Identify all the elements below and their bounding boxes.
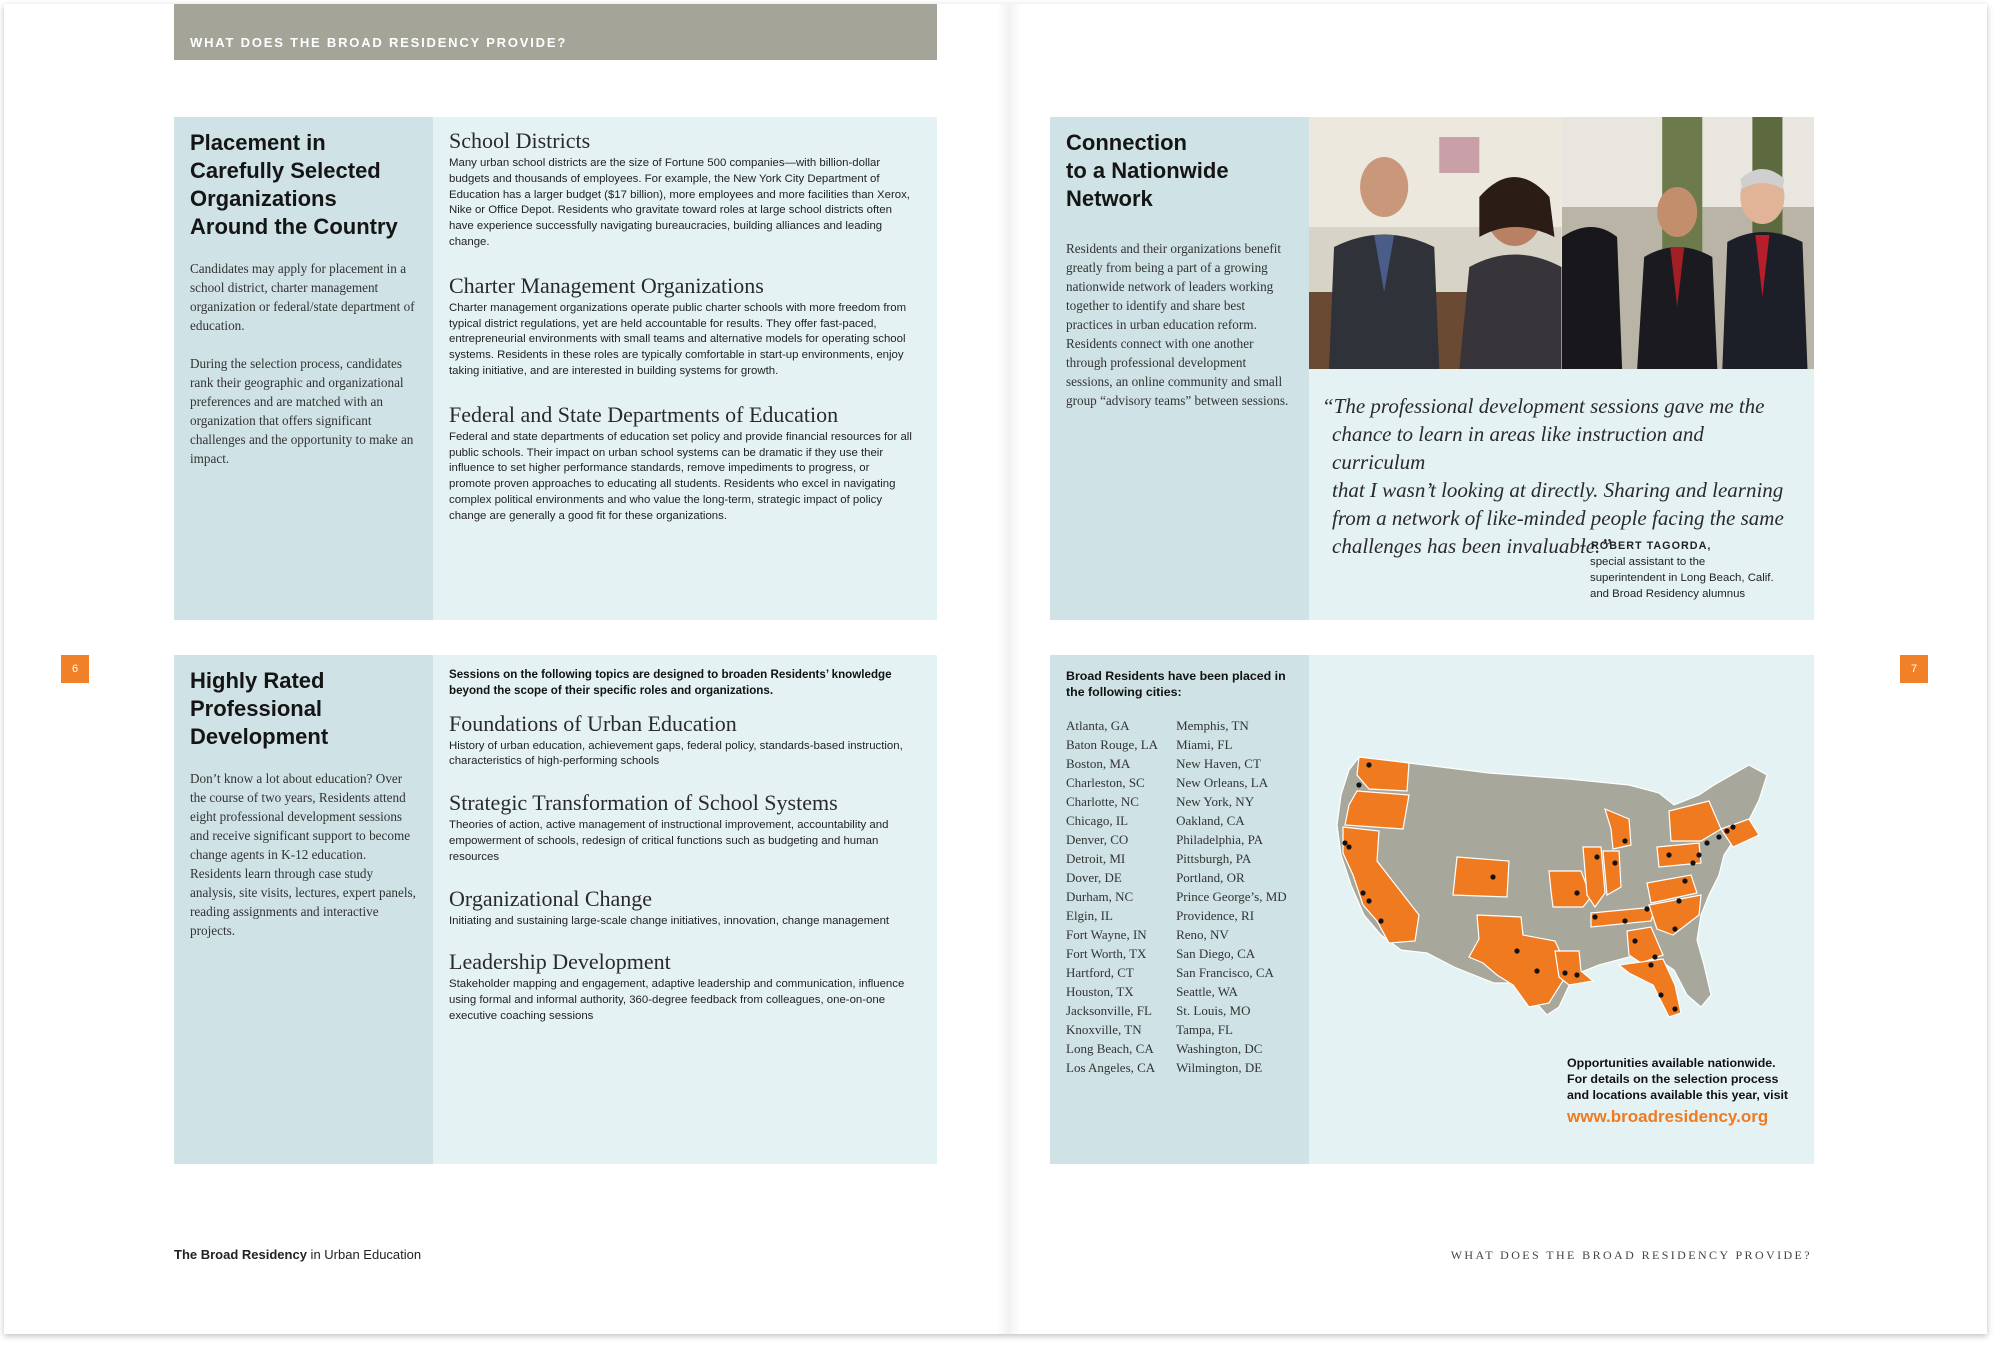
city-marker (1612, 860, 1617, 865)
city-item: Seattle, WA (1176, 984, 1238, 999)
city-marker (1704, 840, 1709, 845)
development-sidebar (174, 655, 433, 1164)
title-line: Professional (190, 696, 323, 721)
city-marker (1658, 992, 1663, 997)
city-item: Elgin, IL (1066, 908, 1113, 923)
city-marker (1356, 782, 1361, 787)
sessions-intro: Sessions on the following topics are designed to broaden Residents’ knowledge beyond the scope of their specific roles and organizations. (449, 668, 892, 697)
attribution-line: and Broad Residency alumnus (1590, 588, 1746, 600)
city-item: Oakland, CA (1176, 813, 1245, 828)
city-item: Washington, DC (1176, 1041, 1263, 1056)
page-gutter (997, 4, 1021, 1334)
placement-sidebar (174, 117, 433, 620)
city-marker (1574, 890, 1579, 895)
city-item: Atlanta, GA (1066, 718, 1130, 733)
network-panel (1050, 117, 1814, 620)
city-marker (1644, 906, 1649, 911)
placement-title (190, 129, 417, 241)
city-item: Charleston, SC (1066, 775, 1145, 790)
city-marker (1648, 962, 1653, 967)
city-marker (1676, 898, 1681, 903)
title-line: Carefully Selected (190, 158, 381, 183)
section-body: Many urban school districts are the size of Fortune 500 companies—with billion-dollar budgets and thousands of employees. For example, the New York City Department of Education has a larger budget ($17 billion), more employees and more facilities than Xerox, Nike or Office Depot. Residents who gravitate toward roles at large school districts often have experience successfully navigating bureaucracies, building alliances and leading change. (449, 157, 910, 248)
city-item: New Haven, CT (1176, 756, 1261, 771)
city-item: Tampa, FL (1176, 1022, 1233, 1037)
section-school-districts (449, 128, 914, 251)
section-charter-management (449, 273, 914, 380)
city-item: Charlotte, NC (1066, 794, 1139, 809)
city-item: Houston, TX (1066, 984, 1134, 999)
quote-line: chance to learn in areas like instruction and curriculum (1332, 422, 1704, 474)
section-body: Stakeholder mapping and engagement, adaptive leadership and communication, influence using formal and informal authority, 360-degree feedback from colleagues, one-on-one executive coaching sessions (449, 978, 905, 1022)
city-marker (1690, 860, 1695, 865)
section-title: Charter Management Organizations (449, 272, 764, 298)
city-item: New York, NY (1176, 794, 1255, 809)
city-marker (1652, 954, 1657, 959)
city-marker (1562, 970, 1567, 975)
city-item: Los Angeles, CA (1066, 1060, 1156, 1075)
title-line: Placement in (190, 130, 326, 155)
city-marker (1666, 852, 1671, 857)
photo-group (1562, 117, 1815, 369)
footer-left (174, 1247, 421, 1262)
city-item: Boston, MA (1066, 756, 1131, 771)
quote-attribution (1580, 538, 1810, 602)
attribution-name: – ROBERT TAGORDA, (1580, 540, 1712, 552)
city-marker (1342, 840, 1347, 845)
section-header (174, 4, 937, 60)
development-title (190, 667, 417, 751)
city-marker (1490, 874, 1495, 879)
quote-line: challenges has been invaluable.” (1332, 534, 1612, 558)
city-item: Knoxville, TN (1066, 1022, 1142, 1037)
section-body: History of urban education, achievement gaps, federal policy, standards-based instruction, characteristics of high-performing schools (449, 739, 903, 768)
state-oregon (1345, 791, 1409, 829)
city-marker (1534, 968, 1539, 973)
section-title: Foundations of Urban Education (449, 710, 737, 736)
quote-line: that I wasn’t looking at directly. Sharing and learning (1332, 478, 1784, 502)
cta-line: For details on the selection process (1567, 1072, 1779, 1086)
title-line: Around the Country (190, 214, 398, 239)
section-header-text: WHAT DOES THE BROAD RESIDENCY PROVIDE? (190, 35, 568, 50)
city-item: Chicago, IL (1066, 813, 1129, 828)
section-title: School Districts (449, 128, 591, 153)
page-number-right: 7 (1900, 655, 1928, 683)
section-federal-state (449, 402, 914, 525)
section-body: Federal and state departments of education set policy and provide financial resources for all public schools. Their impact on urban school systems can be dramatic if they use their influence to set higher performance standards, remove impediments to progress, or promote proven approaches to educating all students. Residents who excel in navigating complex political environments and who value the long-term, strategic impact of policy change are generally a good fit for these organizations. (449, 430, 912, 522)
section-organizational-change (449, 886, 919, 930)
city-item: Memphis, TN (1176, 718, 1249, 733)
cities-panel (1050, 655, 1814, 1164)
city-item: Baton Rouge, LA (1066, 737, 1159, 752)
page-number-left: 6 (61, 655, 89, 683)
title-line: Organizations (190, 186, 337, 211)
footer-brand: The Broad Residency (174, 1247, 307, 1262)
paragraph: Residents and their organizations benefit greatly from being a part of a growing nationwide network of leaders working together to identify and share best practices in urban education reform. Residents connect with one another through professional development sessions, an online community and small group “advisory teams” between sessions. (1066, 241, 1289, 408)
city-item: San Francisco, CA (1176, 965, 1274, 980)
website-link[interactable]: www.broadresidency.org (1567, 1107, 1769, 1126)
city-item: Hartford, CT (1066, 965, 1134, 980)
section-body: Theories of action, active management of instructional improvement, accountability and empowerment of schools, redesign of critical functions such as budgeting and human resources (449, 819, 889, 863)
city-item: Detroit, MI (1066, 851, 1126, 866)
city-marker (1672, 1006, 1677, 1011)
city-marker (1592, 914, 1597, 919)
city-item: Providence, RI (1176, 908, 1255, 923)
development-main (433, 655, 937, 1164)
city-marker (1514, 948, 1519, 953)
city-item: Denver, CO (1066, 832, 1129, 847)
cta-line: and locations available this year, visit (1567, 1088, 1789, 1102)
pull-quote (1322, 392, 1792, 560)
paragraph: Don’t know a lot about education? Over the course of two years, Residents attend eight professional development sessions and receive significant support to become change agents in K-12 education. Residents learn through case study analysis, site visits, lectures, expert panels, reading assignments and interactive projects. (190, 771, 416, 938)
city-item: New Orleans, LA (1176, 775, 1269, 790)
title-line: Connection (1066, 130, 1187, 155)
city-marker (1672, 926, 1677, 931)
city-marker (1682, 878, 1687, 883)
city-column-2 (1176, 716, 1287, 1077)
section-body: Charter management organizations operate public charter schools with more freedom from typical district regulations, yet are held accountable for results. They offer fast-paced, entrepreneurial environments with small teams and alternative models for operating school systems. Residents in these roles are typically comfortable in start-up environments, enjoy taking initiative, and are interested in building systems for growth. (449, 301, 907, 377)
network-title (1066, 129, 1293, 213)
section-strategic-transformation (449, 790, 909, 865)
footer-right: WHAT DOES THE BROAD RESIDENCY PROVIDE? (1450, 1248, 1812, 1262)
paragraph: Candidates may apply for placement in a school district, charter management organization or federal/state department of education. (190, 261, 415, 333)
section-leadership (449, 949, 909, 1024)
city-item: Durham, NC (1066, 889, 1134, 904)
city-item: Wilmington, DE (1176, 1060, 1263, 1075)
photo-meeting (1309, 117, 1562, 369)
city-column-1 (1066, 716, 1158, 1077)
placement-text (190, 259, 417, 468)
city-item: St. Louis, MO (1176, 1003, 1251, 1018)
city-item: Reno, NV (1176, 927, 1229, 942)
city-marker (1716, 834, 1721, 839)
placement-main (433, 117, 937, 620)
state-colorado (1453, 857, 1509, 897)
cta-line: Opportunities available nationwide. (1567, 1056, 1776, 1070)
footer-subtitle: in Urban Education (306, 1247, 422, 1262)
city-marker (1724, 828, 1729, 833)
city-item: Prince George’s, MD (1176, 889, 1287, 904)
city-item: Pittsburgh, PA (1176, 851, 1252, 866)
network-text (1066, 239, 1293, 410)
city-marker (1696, 852, 1701, 857)
city-item: Jacksonville, FL (1066, 1003, 1152, 1018)
city-item: San Diego, CA (1176, 946, 1256, 961)
section-title: Organizational Change (449, 885, 653, 911)
development-text (190, 769, 417, 940)
section-title: Federal and State Departments of Education (449, 401, 839, 427)
title-line: Highly Rated (190, 668, 325, 693)
attribution-line: superintendent in Long Beach, Calif. (1590, 572, 1774, 584)
paragraph: During the selection process, candidates rank their geographic and organizational preferences and are matched with an organization that offers significant challenges and the opportunity to make an impact. (190, 356, 414, 466)
quote-line: “The professional development sessions gave me the (1322, 394, 1765, 418)
placement-panel (174, 117, 937, 620)
cities-sidebar (1050, 655, 1309, 1164)
us-map (1329, 745, 1789, 1035)
city-marker (1622, 838, 1627, 843)
city-marker (1730, 824, 1735, 829)
city-marker (1366, 898, 1371, 903)
city-marker (1574, 972, 1579, 977)
city-list (1066, 716, 1293, 1077)
city-item: Fort Worth, TX (1066, 946, 1147, 961)
city-marker (1360, 890, 1365, 895)
city-item: Long Beach, CA (1066, 1041, 1154, 1056)
quote-line: from a network of like-minded people facing the same (1332, 506, 1784, 530)
photo-strip (1309, 117, 1814, 369)
call-to-action (1567, 1055, 1827, 1129)
city-item: Fort Wayne, IN (1066, 927, 1147, 942)
city-marker (1622, 918, 1627, 923)
city-marker (1378, 918, 1383, 923)
city-marker (1346, 844, 1351, 849)
section-title: Strategic Transformation of School Systems (449, 790, 838, 816)
cities-intro: Broad Residents have been placed in the following cities: (1066, 669, 1286, 699)
title-line: to a Nationwide (1066, 158, 1229, 183)
city-item: Miami, FL (1176, 737, 1233, 752)
title-line: Development (190, 724, 329, 749)
city-marker (1632, 938, 1637, 943)
map-area (1309, 655, 1814, 1164)
city-marker (1594, 854, 1599, 859)
section-title: Leadership Development (449, 949, 671, 975)
city-marker (1366, 762, 1371, 767)
section-foundations (449, 711, 909, 771)
development-panel (174, 655, 937, 1164)
title-line: Network (1066, 186, 1153, 211)
attribution-line: special assistant to the (1590, 556, 1706, 568)
network-sidebar (1050, 117, 1309, 620)
section-body: Initiating and sustaining large-scale change initiatives, innovation, change management (449, 914, 890, 927)
city-item: Dover, DE (1066, 870, 1122, 885)
city-item: Philadelphia, PA (1176, 832, 1263, 847)
city-item: Portland, OR (1176, 870, 1245, 885)
